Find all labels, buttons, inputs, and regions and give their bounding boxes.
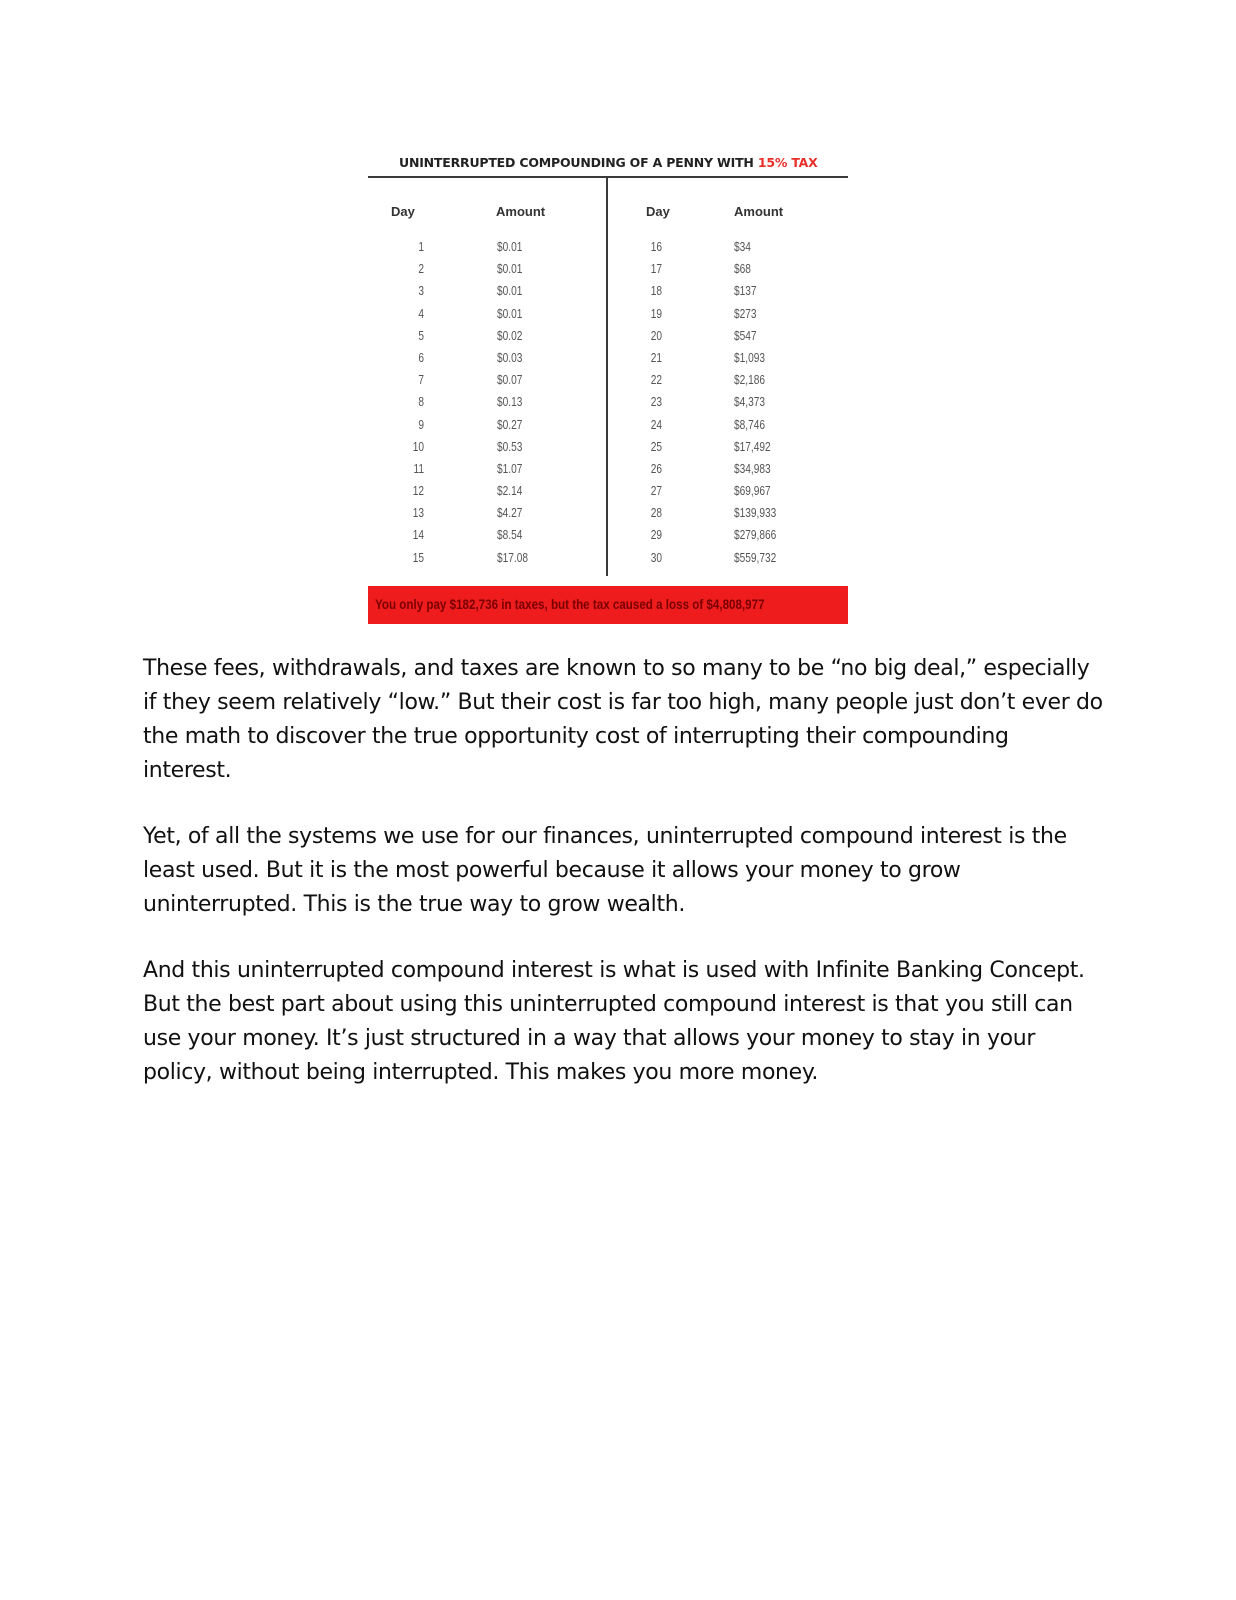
table-cell-amount: $69,967 (734, 483, 771, 499)
table-cell-day: 9 (418, 416, 424, 432)
table-cell-day: 3 (418, 283, 424, 299)
table-cell-amount: $68 (734, 261, 751, 277)
table-cell-amount: $559,732 (734, 549, 777, 565)
table-cell-amount: $4,373 (734, 394, 766, 410)
table-cell-amount: $34,983 (734, 460, 771, 476)
header-day-right: Day (646, 204, 670, 219)
column-divider (606, 178, 608, 576)
table-cell-amount: $0.01 (497, 305, 523, 321)
left-amount-column (497, 236, 587, 569)
compounding-table-figure (368, 150, 848, 612)
table-cell-amount: $0.01 (497, 239, 523, 254)
table-cell-amount: $0.07 (497, 372, 523, 388)
table-cell-day: 1 (418, 239, 424, 254)
table-cell-day: 12 (412, 483, 424, 499)
table-cell-day: 6 (418, 349, 424, 365)
table-cell-amount: $4.27 (497, 505, 523, 521)
paragraph-1: These fees, withdrawals, and taxes are known to so many to be “no big deal,” especially if they seem relatively “low.” But their cost is far too high, many people just don’t ever do the math to discover the true opportunity cost of interrupting their compounding interest. (143, 656, 1103, 783)
table-cell-amount: $0.01 (497, 261, 523, 277)
table-cell-day: 13 (412, 505, 424, 521)
right-amount-column (734, 236, 834, 569)
table-cell-day: 18 (650, 283, 662, 299)
table-cell-day: 7 (418, 372, 424, 388)
table-cell-amount: $0.13 (497, 394, 523, 410)
figure-title-accent: 15% TAX (757, 155, 818, 170)
table-cell-amount: $0.27 (497, 416, 523, 432)
paragraph-2: Yet, of all the systems we use for our finances, uninterrupted compound interest is the least used. But it is the most powerful because it allows your money to grow uninterrupted. This is the true way to grow wealth. (143, 824, 1067, 917)
header-amount-right: Amount (734, 204, 784, 219)
table-cell-day: 2 (418, 261, 424, 277)
table-cell-amount: $17.08 (497, 549, 529, 565)
table-cell-day: 16 (650, 239, 662, 254)
table-cell-amount: $17,492 (734, 438, 771, 454)
table-cell-day: 23 (650, 394, 662, 410)
banner-text: You only pay $182,736 in taxes, but the tax caused a loss of $4,808,977 (375, 597, 765, 612)
table-cell-day: 10 (412, 438, 424, 454)
table-cell-amount: $137 (734, 283, 757, 299)
compounding-table (368, 178, 848, 576)
table-cell-amount: $2.14 (497, 483, 523, 499)
right-day-column (640, 236, 662, 569)
table-cell-amount: $0.03 (497, 349, 523, 365)
header-amount-left: Amount (496, 204, 546, 219)
figure-title (368, 150, 848, 176)
table-cell-amount: $279,866 (734, 527, 777, 543)
paragraph-3: And this uninterrupted compound interest is what is used with Infinite Banking Concept. But the best part about using this uninterrupted compound interest is that you still can use your money. It’s just structured in a way that allows your money to stay in your policy, without being interrupted. This makes you more money. (143, 958, 1085, 1085)
table-cell-day: 27 (650, 483, 662, 499)
table-cell-day: 5 (418, 327, 424, 343)
table-cell-amount: $0.02 (497, 327, 523, 343)
header-day-left: Day (391, 204, 415, 219)
table-cell-day: 19 (650, 305, 662, 321)
table-cell-day: 14 (412, 527, 424, 543)
table-cell-day: 25 (650, 438, 662, 454)
figure-title-main: UNINTERRUPTED COMPOUNDING OF A PENNY WITH (399, 155, 758, 170)
table-cell-amount: $2,186 (734, 372, 766, 388)
table-cell-day: 8 (418, 394, 424, 410)
table-cell-day: 29 (650, 527, 662, 543)
table-cell-day: 30 (650, 549, 662, 565)
tax-loss-banner (368, 586, 848, 624)
table-cell-day: 24 (650, 416, 662, 432)
body-text (143, 652, 1103, 1122)
table-cell-amount: $139,933 (734, 505, 777, 521)
table-cell-day: 26 (650, 460, 662, 476)
table-cell-day: 20 (650, 327, 662, 343)
table-cell-day: 28 (650, 505, 662, 521)
table-cell-day: 4 (418, 305, 424, 321)
table-cell-amount: $1.07 (497, 460, 523, 476)
table-cell-day: 17 (650, 261, 662, 277)
table-cell-amount: $0.01 (497, 283, 523, 299)
table-cell-day: 15 (412, 549, 424, 565)
table-cell-amount: $547 (734, 327, 757, 343)
table-cell-amount: $0.53 (497, 438, 523, 454)
table-cell-amount: $1,093 (734, 349, 766, 365)
table-cell-day: 21 (650, 349, 662, 365)
table-cell-amount: $8,746 (734, 416, 766, 432)
table-cell-amount: $34 (734, 239, 751, 254)
table-cell-day: 22 (650, 372, 662, 388)
table-cell-day: 11 (413, 460, 424, 476)
left-day-column (402, 236, 424, 569)
table-cell-amount: $273 (734, 305, 757, 321)
table-cell-amount: $8.54 (497, 527, 523, 543)
